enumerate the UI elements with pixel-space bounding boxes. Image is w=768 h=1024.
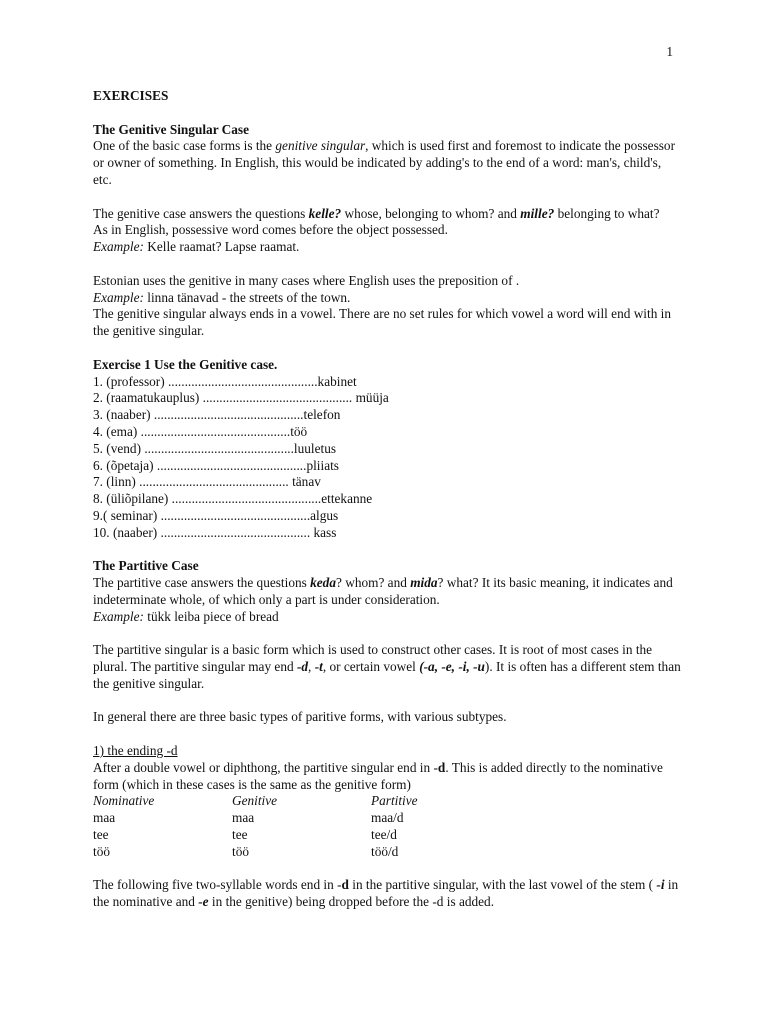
partitive-paragraph-1: The partitive case answers the questions keda? whom? and mida? what? It its basic meaning, it indicates and indeterminate whole, of which only a part is under consideration. xyxy=(93,575,673,607)
exercise-item: 6. (õpetaja) .............................................pliiats xyxy=(93,457,339,473)
exercise-item: 10. (naaber) ............................................. kass xyxy=(93,524,337,540)
table-cell: töö xyxy=(232,843,249,859)
exercise-item: 5. (vend) .............................................luuletus xyxy=(93,440,337,456)
genitive-paragraph-5: The genitive singular always ends in a vowel. There are no set rules for which vowel a word will end with in the genitive singular. xyxy=(93,306,672,339)
genitive-paragraph-1: One of the basic case forms is the genitive singular, which is used first and foremost to indicate the possessor or owner of something. In English, this would be indicated by adding's to the end of a word: man's, child's, etc. xyxy=(93,138,675,187)
genitive-paragraph-4: Estonian uses the genitive in many cases where English uses the preposition of . xyxy=(93,272,520,288)
genitive-example: Example: Kelle raamat? Lapse raamat. xyxy=(93,239,300,255)
table-cell: maa xyxy=(232,810,255,826)
partitive-paragraph-2: The partitive singular is a basic form which is used to construct other cases. It is root of most cases in the plural. The partitive singular may end -d, -t, or certain vowel (-a, -e, -i, -u). It is often has a different stem than the genitive singular. xyxy=(93,642,681,691)
exercise-1-heading: Exercise 1 Use the Genitive case. xyxy=(93,356,278,372)
table-row xyxy=(93,810,683,827)
partitive-paragraph-4: After a double vowel or diphthong, the partitive singular end in -d. This is added directly to the nominative form (which in these cases is the same as the genitive form) xyxy=(93,759,663,792)
exercise-item: 9.( seminar) .............................................algus xyxy=(93,507,339,523)
exercise-item: 8. (üliõpilane) .............................................ettekanne xyxy=(93,491,373,507)
partitive-paragraph-3: In general there are three basic types of paritive forms, with various subtypes. xyxy=(93,709,507,725)
genitive-example-2: Example: linna tänavad - the streets of the town. xyxy=(93,289,351,305)
table-header: Partitive xyxy=(371,793,418,809)
partitive-heading: The Partitive Case xyxy=(93,558,199,574)
table-cell: tee xyxy=(232,827,248,843)
exercise-item: 7. (linn) ............................................. tänav xyxy=(93,474,321,490)
table-cell: maa xyxy=(93,810,116,826)
genitive-heading: The Genitive Singular Case xyxy=(93,121,250,137)
partitive-paragraph-5: The following five two-syllable words end in -d in the partitive singular, with the last vowel of the stem ( -i in the nominative and -e in the genitive) being dropped before the -d is added. xyxy=(93,877,679,910)
table-cell: maa/d xyxy=(371,810,404,826)
exercise-item: 1. (professor) .............................................kabinet xyxy=(93,373,357,389)
forms-table xyxy=(93,793,683,860)
exercise-1-list xyxy=(93,374,683,542)
exercise-item: 2. (raamatukauplus) ............................................. müüja xyxy=(93,390,389,406)
table-header: Genitive xyxy=(232,793,278,809)
table-row xyxy=(93,827,683,844)
document-body xyxy=(93,88,683,911)
genitive-paragraph-3: As in English, possessive word comes before the object possessed. xyxy=(93,222,448,238)
exercise-item: 3. (naaber) .............................................telefon xyxy=(93,407,341,423)
partitive-example: Example: tükk leiba piece of bread xyxy=(93,608,279,624)
table-cell: tee xyxy=(93,827,109,843)
table-cell: töö xyxy=(93,843,110,859)
table-header: Nominative xyxy=(93,793,155,809)
table-header-row xyxy=(93,793,683,810)
table-cell: tee/d xyxy=(371,827,397,843)
table-cell: töö/d xyxy=(371,843,399,859)
genitive-paragraph-2: The genitive case answers the questions kelle? whose, belonging to whom? and mille? belonging to what? xyxy=(93,205,660,221)
exercise-item: 4. (ema) .............................................töö xyxy=(93,423,308,439)
document-title: EXERCISES xyxy=(93,88,169,103)
subsection-heading: 1) the ending -d xyxy=(93,743,178,759)
table-row xyxy=(93,844,683,861)
page-number: 1 xyxy=(666,44,673,59)
